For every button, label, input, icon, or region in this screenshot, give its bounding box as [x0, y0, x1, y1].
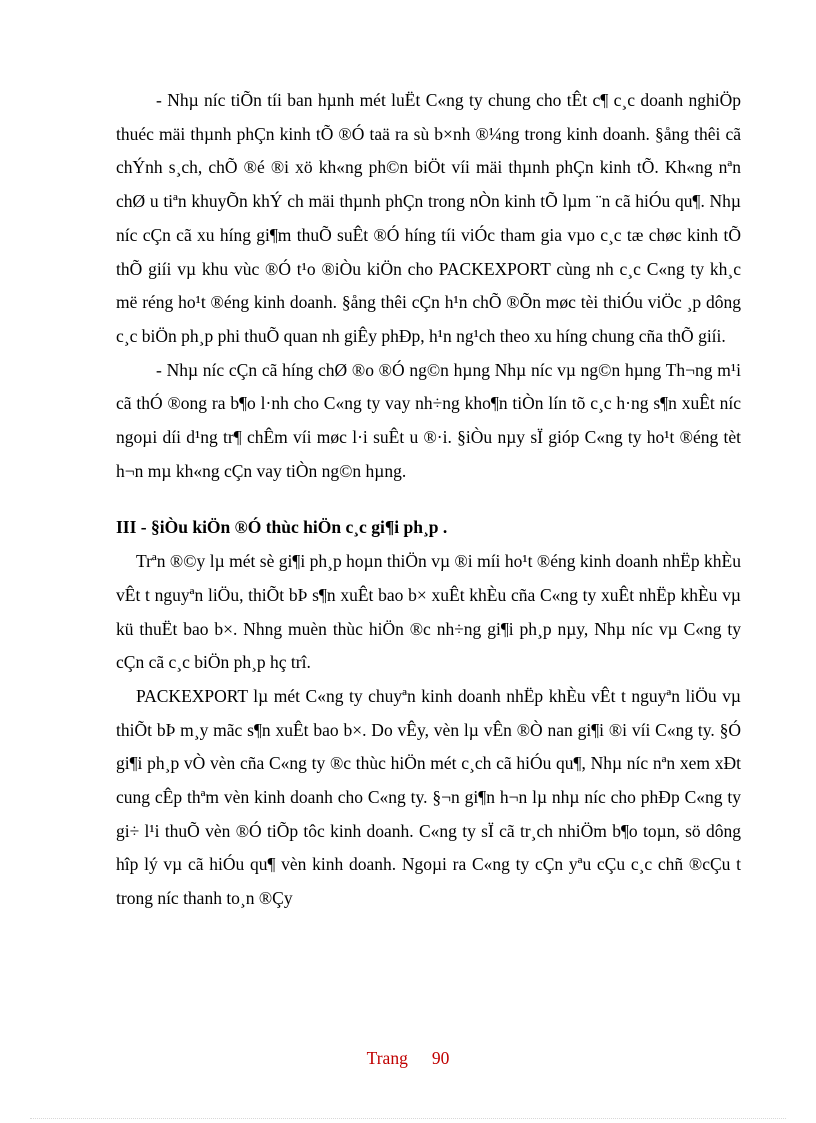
paragraph-solutions-summary: Trªn ®©y lµ mét sè gi¶i ph¸p hoµn thiÖn vµ ®i míi ho¹t ®éng kinh doanh nhËp khÈu vÊt t nguyªn liÖu, thiÕt bÞ s¶n xuÊt bao b× xuÊt khÈu cña C«ng ty xuÊt nhËp khÈu vµ kü thuËt bao b×. Nhng muèn thùc hiÖn ®c nh÷ng gi¶i ph¸p nµy, Nhµ níc vµ C«ng ty cÇn cã c¸c biÖn ph¸p hç trî. [116, 551, 741, 673]
page-number: 90 [431, 1048, 450, 1068]
paragraph-bank-guarantee: - Nhµ níc cÇn cã híng chØ ®o ®Ó ng©n hµng Nhµ níc vµ ng©n hµng Th¬ng m¹i cã thÓ ®ong ra b¶o l·nh cho C«ng ty vay nh÷ng kho¶n tiÒn lín tõ c¸c h·ng s¶n xuÊt níc ngoµi díi d¹ng tr¶ chÊm víi møc l·i suÊt u ®·i. §iÒu nµy sÏ gióp C«ng ty ho¹t ®éng tèt h¬n mµ kh«ng cÇn vay tiÒn ng©n hµng. [116, 359, 741, 481]
page-footer [0, 1048, 816, 1069]
paragraph-tax-law: - Nhµ níc tiÕn tíi ban hµnh mét luËt C«ng ty chung cho tÊt c¶ c¸c doanh nghiÖp thuéc mäi thµnh phÇn kinh tÕ ®Ó taä ra sù b×nh ®¼ng trong kinh doanh. §ång thêi cã chÝnh s¸ch, chÕ ®é ®i xö kh«ng ph©n biÖt víi mäi thµnh phÇn kinh tÕ. Kh«ng nªn chØ u tiªn khuyÕn khÝ ch mäi thµnh phÇn trong nÒn kinh tÕ lµm ¨n cã hiÓu qu¶. Nhµ níc cÇn cã xu híng gi¶m thuÕ suÊt ®Ó híng tíi viÓc tham gia vµo c¸c tæ chøc kinh tÕ thÕ giíi vµ khu vùc ®Ó t¹o ®iÒu kiÖn cho PACKEXPORT cùng nh c¸c C«ng ty kh¸c më réng ho¹t ®éng kinh doanh. §ång thêi cÇn h¹n chÕ ®Õn møc tèi thiÓu viÖc ¸p dông c¸c biÖn ph¸p phi thuÕ quan nh giÊy phÐp, h¹n ng¹ch theo xu híng chung cña thÕ giíi. [116, 90, 741, 346]
paragraph-capital: PACKEXPORT lµ mét C«ng ty chuyªn kinh doanh nhËp khÈu vÊt t nguyªn liÖu vµ thiÕt bÞ m¸y mãc s¶n xuÊt bao b×. Do vÊy, vèn lµ vÊn ®Ò nan gi¶i ®i víi C«ng ty. §Ó gi¶i ph¸p vÒ vèn cña C«ng ty ®c thùc hiÖn mét c¸ch cã hiÓu qu¶, Nhµ níc nªn xem xÐt cung cÊp thªm vèn kinh doanh cho C«ng ty. §¬n gi¶n h¬n lµ nhµ níc cho phÐp C«ng ty gi÷ l¹i thuÕ vèn ®Ó tiÕp tôc kinh doanh. C«ng ty sÏ cã tr¸ch nhiÖm b¶o toµn, sö dông hîp lý vµ cã hiÓu qu¶ vèn kinh doanh. Ngoµi ra C«ng ty cÇn yªu cÇu c¸c chñ ®cÇu t trong níc thanh to¸n ®Çy [116, 685, 741, 909]
section-heading: III - §iÒu kiÖn ®Ó thùc hiÖn c¸c gi¶i ph¸p . [116, 517, 448, 538]
bottom-divider [30, 1118, 786, 1119]
footer-label: Trang [366, 1048, 408, 1068]
body-text [116, 84, 741, 916]
